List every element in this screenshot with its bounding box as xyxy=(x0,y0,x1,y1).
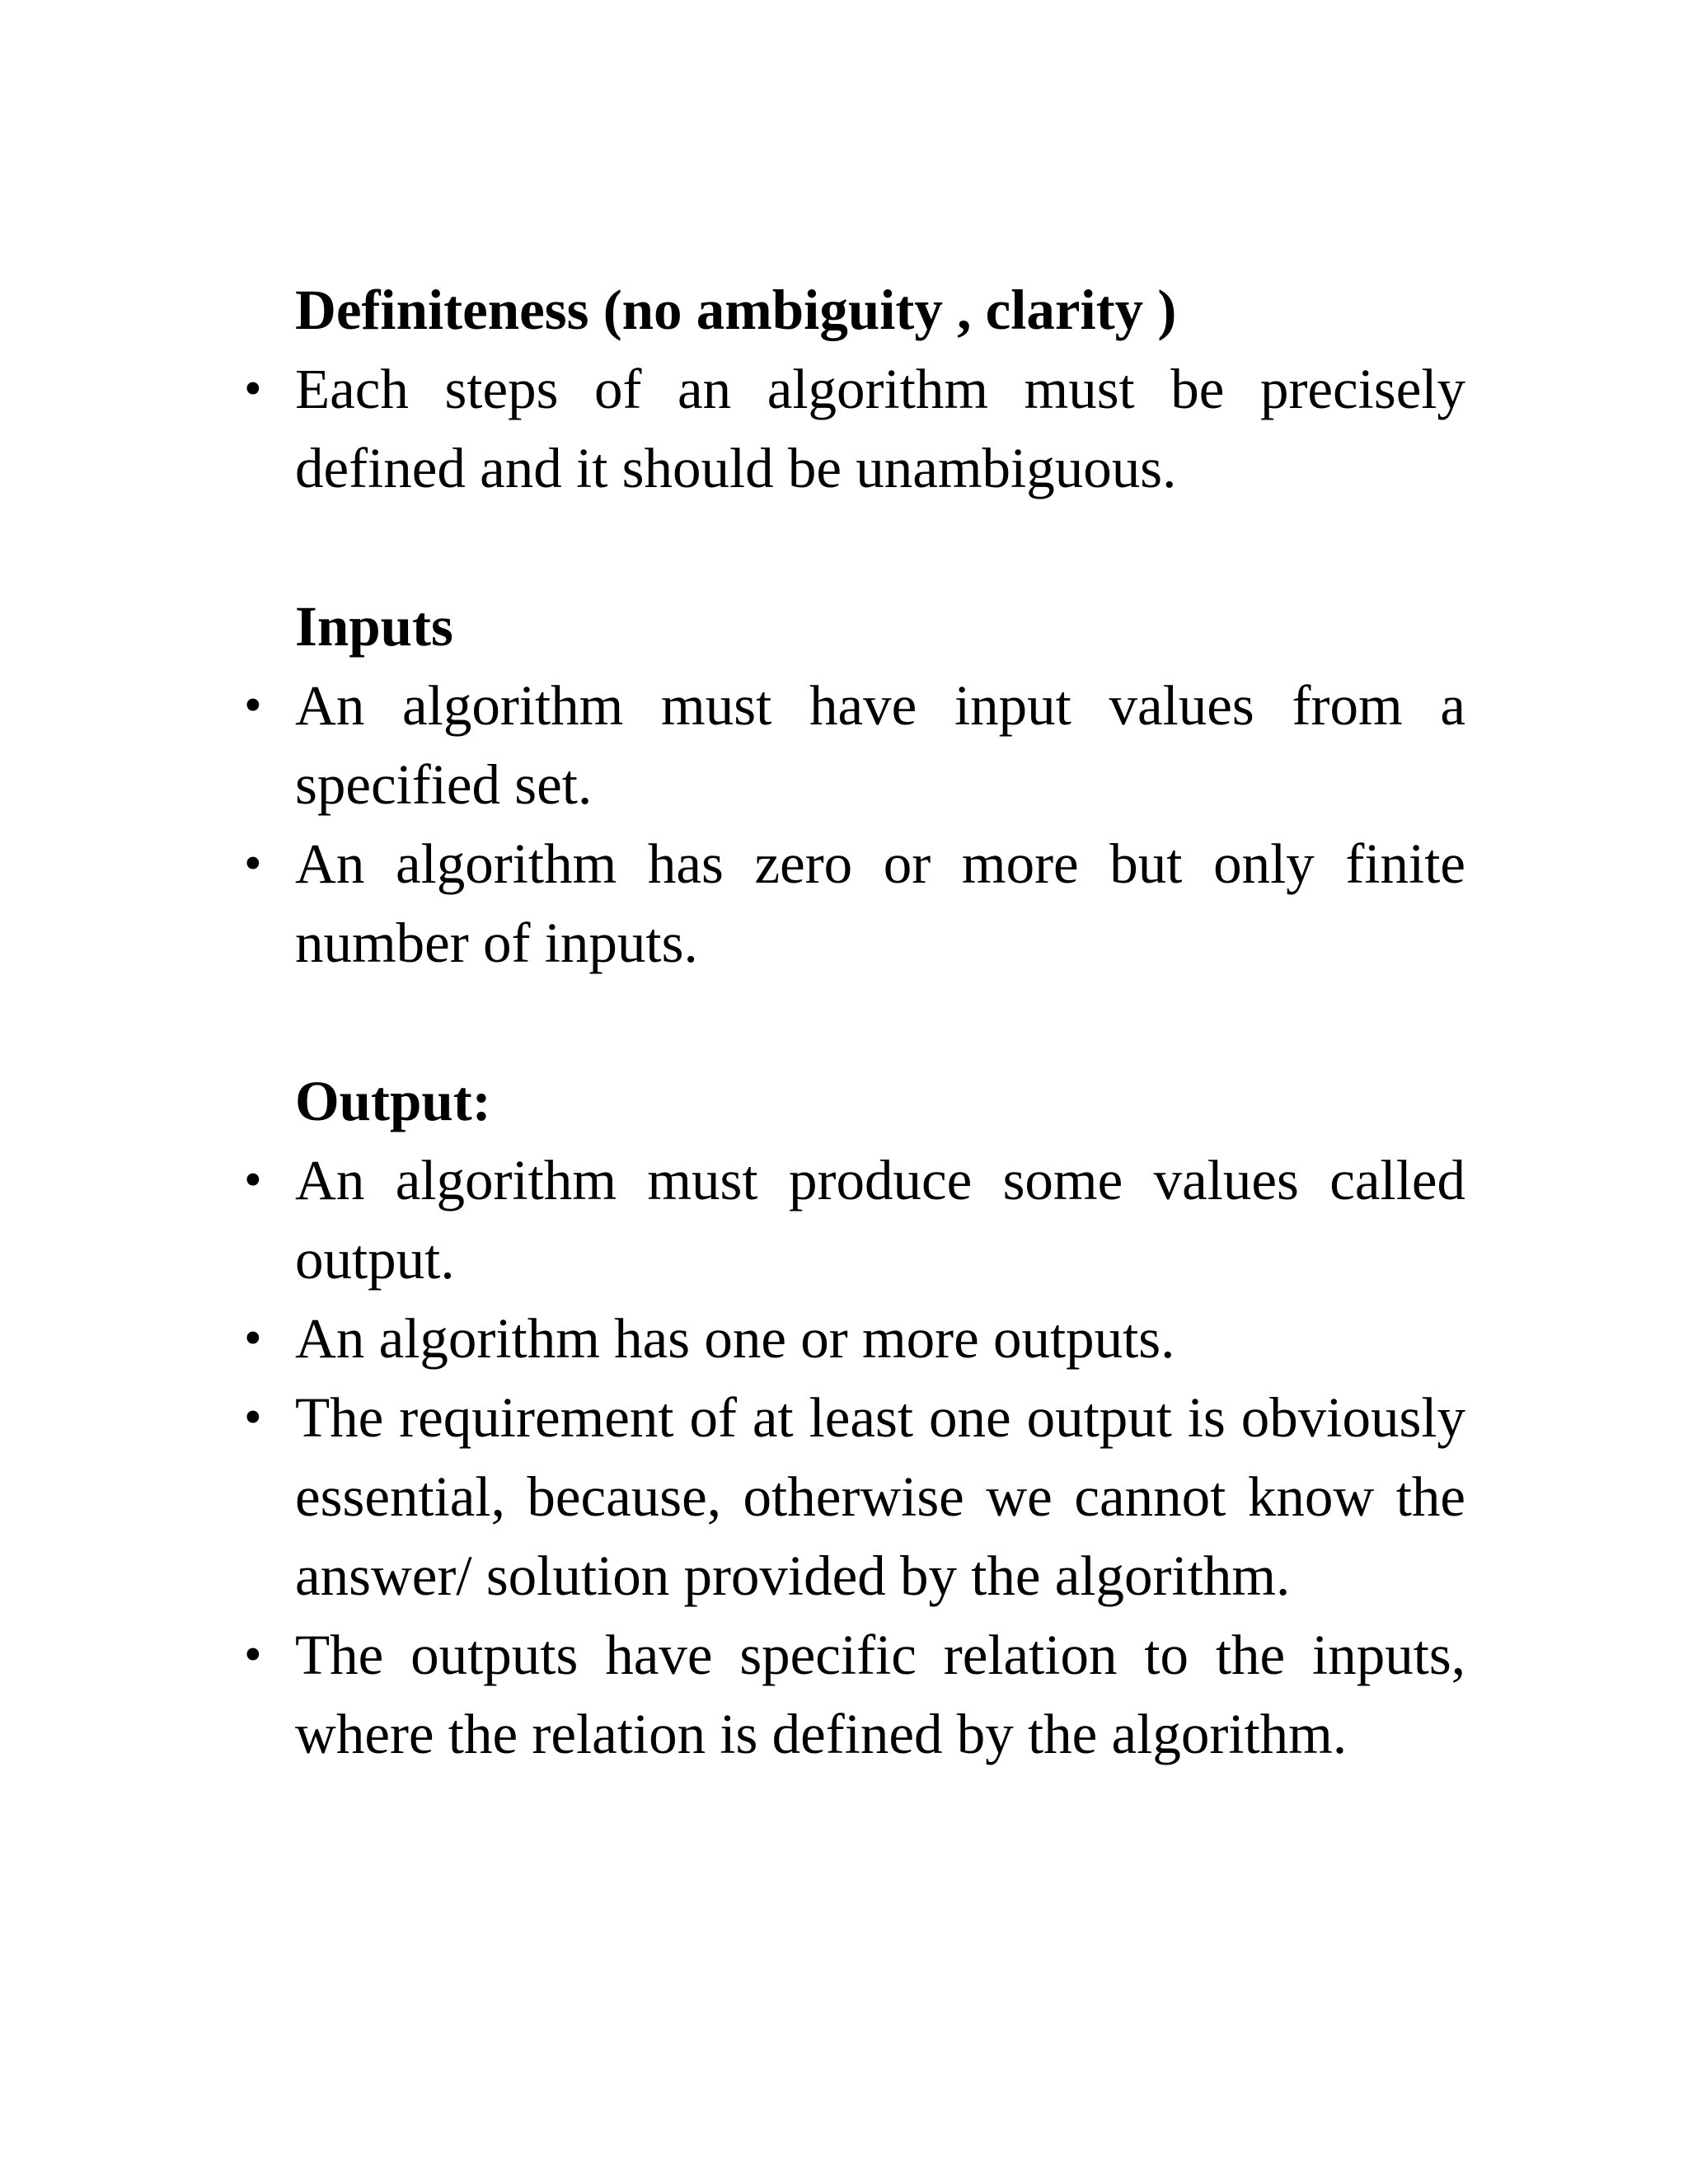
section-heading: Output: xyxy=(295,1070,491,1132)
bullet-item: • An algorithm must have input values from a specified set. xyxy=(295,666,1465,824)
section-heading: Definiteness (no ambiguity , clarity ) xyxy=(295,279,1177,341)
bullet-list xyxy=(295,666,1465,982)
bullet-list xyxy=(295,349,1465,508)
section-definiteness xyxy=(295,270,1465,508)
bullet-item: • The outputs have specific relation to the inputs, where the relation is defined by the algorithm. xyxy=(295,1615,1465,1774)
section-inputs xyxy=(295,587,1465,982)
bullet-item: • An algorithm has zero or more but only finite number of inputs. xyxy=(295,824,1465,982)
bullet-list xyxy=(295,1141,1465,1774)
bullet-item: • Each steps of an algorithm must be precisely defined and it should be unambiguous. xyxy=(295,349,1465,508)
section-output xyxy=(295,1062,1465,1774)
bullet-item: • An algorithm has one or more outputs. xyxy=(295,1299,1465,1378)
section-heading: Inputs xyxy=(295,595,453,658)
bullet-item: • An algorithm must produce some values called output. xyxy=(295,1141,1465,1299)
document-page xyxy=(295,270,1465,1774)
bullet-item: • The requirement of at least one output is obviously essential, because, otherwise we cannot know the answer/ solution provided by the algorithm. xyxy=(295,1378,1465,1615)
